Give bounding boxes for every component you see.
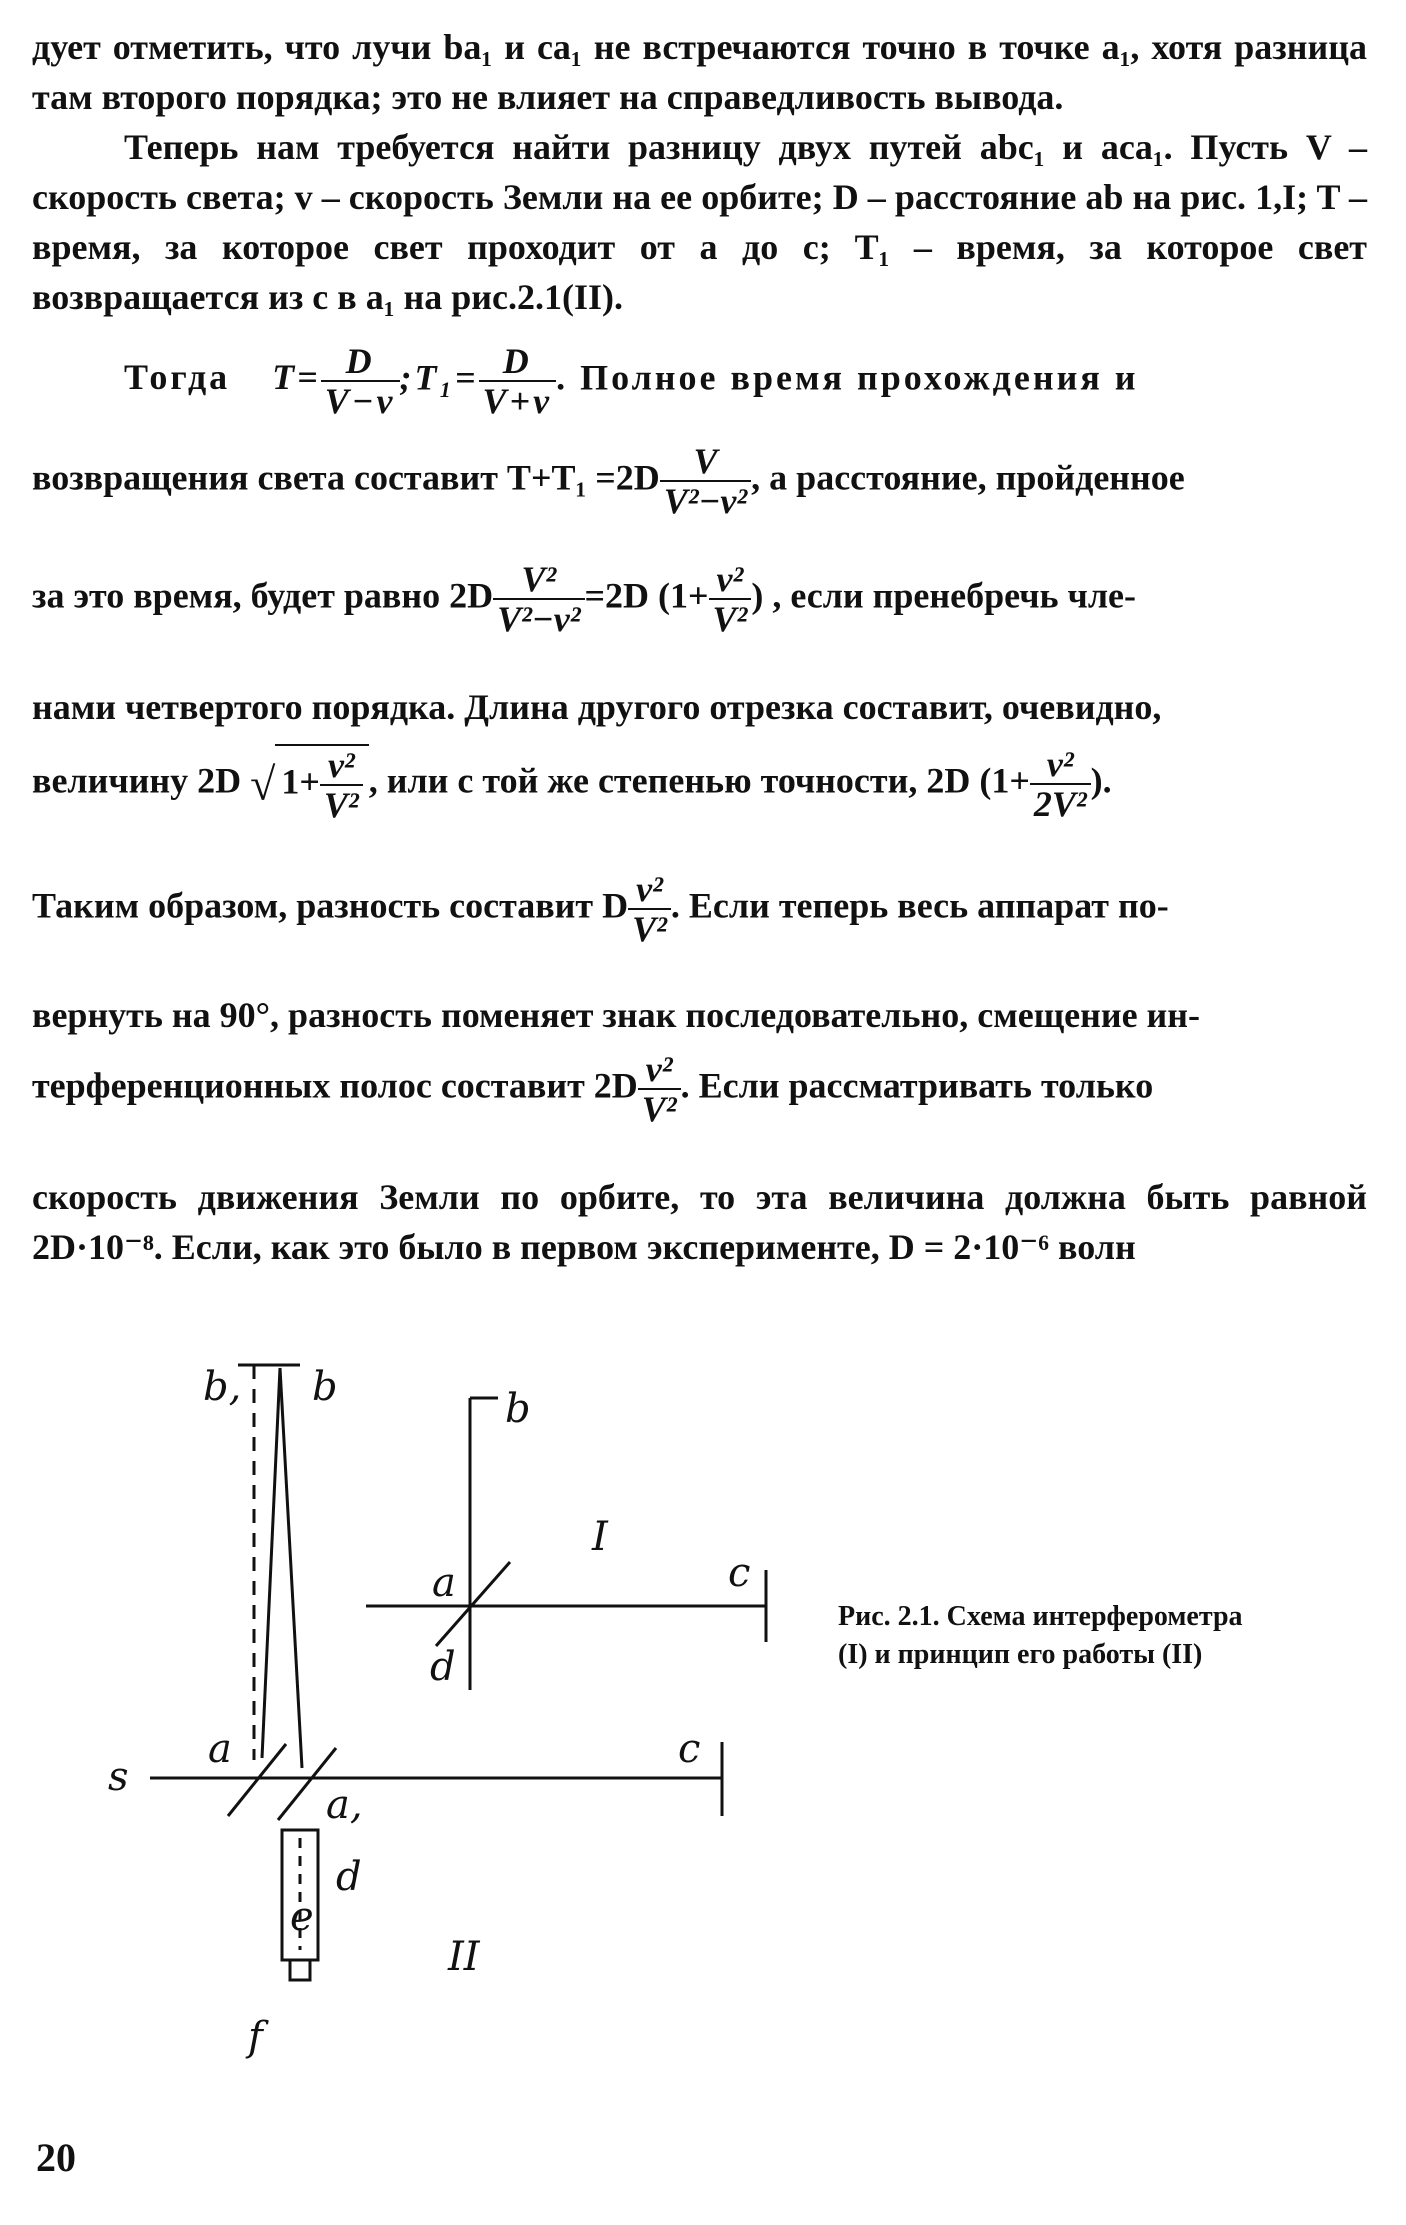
fraction-distance-numerator: V² bbox=[521, 559, 557, 599]
label-e: e bbox=[290, 1894, 314, 1940]
label-a1-II: a, bbox=[326, 1782, 363, 1828]
fraction-other bbox=[1030, 745, 1091, 823]
fraction-other-numerator: v² bbox=[1046, 744, 1074, 784]
fraction-sum-numerator: V bbox=[693, 441, 718, 481]
formula-line-difference bbox=[32, 870, 1367, 948]
text-line7-mid: , или с той же степенью точности, 2D (1+ bbox=[368, 760, 1030, 801]
fraction-distance bbox=[493, 560, 584, 638]
interferometer-figure bbox=[0, 1350, 820, 2110]
fraction-T-numerator: D bbox=[345, 341, 375, 381]
text-line4-head: возвращения света составит T+T₁ =2D bbox=[32, 457, 660, 498]
text-line10-head: терференционных полос составит 2D bbox=[32, 1065, 638, 1106]
fraction-sum bbox=[660, 442, 751, 520]
paragraph-line-9: вернуть на 90°, разность поменяет знак последовательно, смещение ин- bbox=[32, 995, 1201, 1035]
formula-line-sum bbox=[32, 442, 1367, 520]
text-line5-head: за это время, будет равно 2D bbox=[32, 575, 494, 616]
label-a-I: a bbox=[432, 1560, 456, 1606]
fraction-sqrt bbox=[320, 746, 363, 824]
label-s: s bbox=[108, 1754, 129, 1800]
sqrt-sign: √ bbox=[250, 758, 276, 810]
sqrt-radicand bbox=[275, 744, 368, 824]
caption-line-2: (I) и принцип его работы (II) bbox=[838, 1639, 1203, 1670]
fraction-sqrt-denominator: V² bbox=[320, 784, 363, 824]
paragraph-line-11: скорость движения Земли по орбите, то эта величина должна быть равной 2D·10⁻⁸. Если, как это было в первом эксперименте, D = 2·10⁻⁶ волн bbox=[32, 1177, 1367, 1267]
caption-line-1: Рис. 2.1. Схема интерферометра bbox=[838, 1601, 1243, 1632]
label-f: f bbox=[248, 2014, 263, 2060]
paragraph-line-6: нами четвертого порядка. Длина другого отрезка составит, очевидно, bbox=[32, 687, 1162, 727]
paragraph-1: дует отметить, что лучи ba₁ и ca₁ не встречаются точно в точке a₁, хотя разница там второго порядка; это не влияет на справедливость вывода. bbox=[32, 27, 1367, 117]
fraction-diff-numerator: v² bbox=[636, 869, 663, 909]
text-line4-tail: , а расстояние, пройденное bbox=[751, 457, 1185, 498]
fraction-shift-denominator: V² bbox=[638, 1088, 681, 1128]
splitter-a bbox=[228, 1744, 286, 1816]
label-I: I bbox=[592, 1514, 608, 1560]
fraction-approx-denominator: V² bbox=[709, 598, 752, 638]
label-II: II bbox=[448, 1934, 480, 1980]
ray-b-down-left bbox=[262, 1368, 280, 1758]
fraction-T-denominator: V−v bbox=[321, 380, 400, 420]
text-line7-head: величину 2D bbox=[32, 760, 242, 801]
label-d-I: d bbox=[430, 1644, 456, 1690]
text-line8-head: Таким образом, разность составит D bbox=[32, 885, 629, 926]
text-line5-tail: ) , если пренебречь чле- bbox=[751, 575, 1137, 616]
label-d-II: d bbox=[336, 1854, 362, 1900]
figure-caption bbox=[838, 1598, 1368, 1674]
telescope-eyepiece bbox=[290, 1960, 310, 1980]
label-b1: b, bbox=[203, 1364, 242, 1410]
label-b-I: b bbox=[505, 1386, 531, 1432]
fraction-distance-denominator: V²−v² bbox=[493, 598, 584, 638]
formula-T1-lhs: ;T₁= bbox=[399, 357, 479, 398]
page-number: 20 bbox=[36, 2135, 76, 2180]
formula-T-lhs: T= bbox=[272, 357, 321, 398]
fraction-diff-denominator: V² bbox=[628, 908, 671, 948]
label-a-II: a bbox=[208, 1726, 232, 1772]
fraction-shift bbox=[638, 1050, 681, 1128]
formula-line-shift bbox=[32, 1050, 1367, 1128]
fraction-other-denominator: 2V² bbox=[1030, 783, 1091, 823]
paragraph-2: Теперь нам требуется найти разницу двух путей abc₁ и aca₁. Пусть V – скорость света; v – скорость Земли на ее орбите; D – расстояние ab на рис. 1,I; T – время, за которое свет проходит от a до c; T₁ – время, за которое свет возвращается из c в a₁ на рис.2.1(II). bbox=[32, 127, 1367, 317]
fraction-approx-numerator: v² bbox=[716, 559, 744, 599]
sqrt-one-plus: 1+ bbox=[281, 761, 320, 802]
formula-line-T bbox=[32, 342, 1367, 420]
text-line8-tail: . Если теперь весь аппарат по- bbox=[670, 885, 1169, 926]
label-c-I: c bbox=[728, 1550, 751, 1596]
text-line3-tail: . Полное время прохождения и bbox=[556, 357, 1139, 398]
fraction-approx bbox=[709, 560, 752, 638]
ray-b-down-right bbox=[280, 1368, 302, 1768]
fraction-T bbox=[321, 342, 400, 420]
text-line5-mid: =2D (1+ bbox=[584, 575, 709, 616]
text-togda: Тогда bbox=[124, 357, 231, 398]
text-line10-tail: . Если рассматривать только bbox=[680, 1065, 1154, 1106]
formula-line-sqrt bbox=[32, 744, 1367, 824]
fraction-diff bbox=[628, 870, 671, 948]
text-line7-tail: ). bbox=[1090, 760, 1112, 801]
fraction-T1-numerator: D bbox=[502, 341, 532, 381]
fraction-T1 bbox=[479, 342, 557, 420]
fraction-shift-numerator: v² bbox=[645, 1049, 673, 1089]
fraction-sum-denominator: V²−v² bbox=[660, 480, 751, 520]
fraction-sqrt-numerator: v² bbox=[327, 745, 355, 785]
label-c-II: c bbox=[678, 1726, 701, 1772]
formula-line-distance bbox=[32, 560, 1367, 638]
label-b-top: b bbox=[312, 1364, 338, 1410]
fraction-T1-denominator: V+v bbox=[479, 380, 557, 420]
